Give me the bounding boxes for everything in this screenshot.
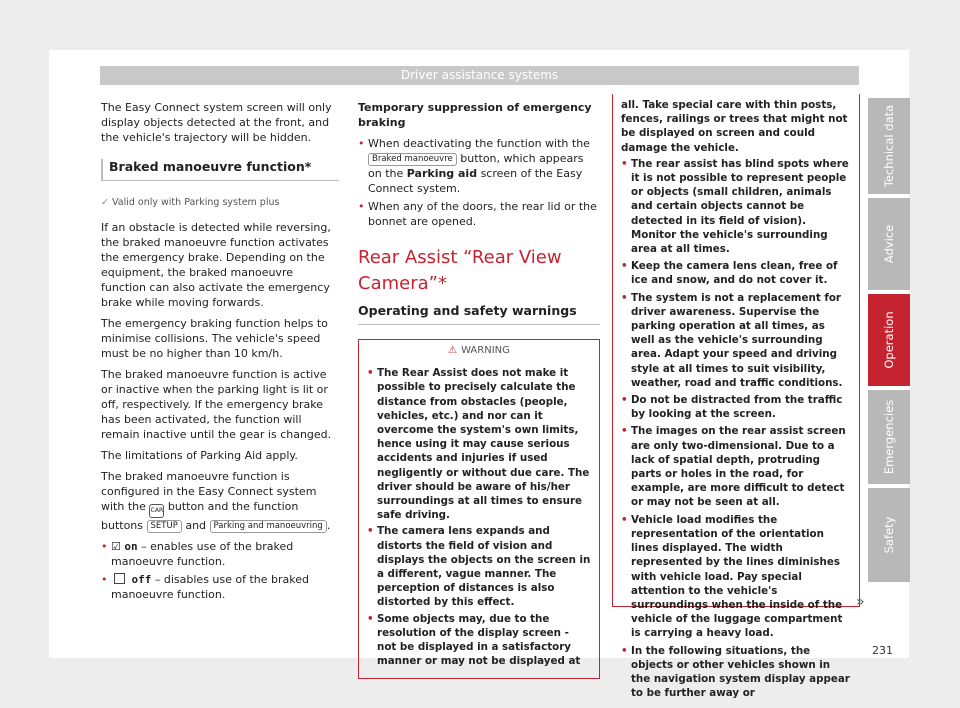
warning-item: • The camera lens expands and distorts the field of vision and displays the objects on the screen in a different, vague manner. The perception of distances is also distorted by this effect. (367, 524, 591, 609)
warning-item: • In the following situations, the objects or other vehicles shown in the navigation system display appear to be further away or (621, 644, 851, 701)
chapter-header: Driver assistance systems (100, 66, 859, 85)
tab-safety[interactable]: Safety (868, 488, 910, 582)
off-option: • off – disables use of the braked manoeuvre function. (101, 572, 339, 602)
column-3 (612, 94, 860, 700)
tab-operation[interactable]: Operation (868, 294, 910, 386)
chapter-title: Rear Assist “Rear View Camera”* (358, 247, 562, 294)
paragraph: The limitations of Parking Aid apply. (101, 449, 298, 462)
warning-item: • The images on the rear assist screen are only two-dimensional. Due to a lack of spatial depth, protruding parts or holes in the road, for example, are more difficult to detect or may not be seen at all. (621, 424, 851, 509)
column-1 (101, 100, 339, 605)
list-item: • When deactivating the function with the Braked manoeuvre button, which appears on the Parking aid screen of the Easy Connect system. (358, 136, 600, 196)
tab-emergencies[interactable]: Emergencies (868, 390, 910, 484)
checkbox-empty-icon (114, 573, 125, 584)
tab-advice[interactable]: Advice (868, 198, 910, 290)
paragraph: The braked manoeuvre function is active or inactive when the parking light is lit or off, respectively. If the emergency brake has been activated, the function will remain inactive until the gear is changed. (101, 368, 332, 441)
warning-box-continued (612, 94, 860, 700)
setup-button-label: SETUP (147, 520, 182, 533)
list-item: • When any of the doors, the rear lid or the bonnet are opened. (358, 199, 600, 229)
warning-item: • The system is not a replacement for driver awareness. Supervise the parking operation at all times, as well as the vehicle's surrounding area. Adapt your speed and driving style at all times to suit visibility, weather, road and traffic conditions. (621, 291, 851, 390)
warning-box (358, 339, 600, 679)
tab-technical-data[interactable]: Technical data (868, 98, 910, 194)
paragraph: The emergency braking function helps to minimise collisions. The vehicle's speed must be no higher than 10 km/h. (101, 317, 328, 360)
page-number: 231 (872, 644, 893, 657)
parking-button-label: Parking and manoeuvring (210, 520, 327, 533)
warning-item: • Vehicle load modifies the representation of the orientation lines displayed. The width represented by the lines diminishes with vehicle load. Pay special attention to the vehicle's surroundings when the inside of the vehicle of the luggage compartment is carrying a heavy load. (621, 513, 851, 641)
paragraph: The braked manoeuvre function is configured in the Easy Connect system with the CAR button and the function buttons SETUP and Parking and manoeuvring . (101, 470, 331, 532)
warning-continuation: all. Take special care with thin posts, fences, railings or trees that might not be displayed on screen and could damage the vehicle. (621, 99, 848, 154)
checkbox-checked-icon: ☑ (111, 540, 121, 553)
column-2 (358, 100, 600, 679)
warning-item: • Keep the camera lens clean, free of ice and snow, and do not cover it. (621, 259, 851, 287)
on-option: • ☑ on – enables use of the braked manoeuvre function. (101, 539, 339, 569)
warning-header: ⚠ WARNING (359, 339, 599, 362)
warning-item: • The rear assist has blind spots where it is not possible to represent people or objects (small children, animals and certain objects cannot be detected in its field of vision). Monitor the vehicle's surrounding area at all times. (621, 157, 851, 256)
warning-icon: ⚠ (448, 345, 458, 356)
car-icon: CAR (149, 504, 164, 518)
intro-text: The Easy Connect system screen will only display objects detected at the front, and the vehicle's trajectory will be hidden. (101, 101, 332, 144)
valid-note: ✓ Valid only with Parking system plus (101, 197, 280, 208)
continue-icon: » (856, 594, 865, 610)
sub-title: Operating and safety warnings (358, 303, 600, 325)
warning-item: • The Rear Assist does not make it possible to precisely calculate the distance from obstacles (people, vehicles, etc.) and nor can it overcome the system's own limits, hence using it may cause serious accidents and injuries if used negligently or without due care. The driver should be aware of his/her surroundings at all times to ensure safe driving. (367, 366, 591, 522)
warning-item: • Do not be distracted from the traffic by looking at the screen. (621, 393, 851, 421)
warning-item: • Some objects may, due to the resolution of the display screen - not be displayed in a satisfactory manner or may not be displayed at (367, 612, 591, 669)
check-icon: ✓ (101, 197, 109, 208)
braked-button-label: Braked manoeuvre (368, 153, 457, 166)
paragraph: If an obstacle is detected while reversing, the braked manoeuvre function activates the emergency brake. Depending on the equipment, the braked manoeuvre function can also activate the emergency brake while moving forwards. (101, 221, 331, 309)
temp-title: Temporary suppression of emergency braking (358, 101, 592, 129)
section-title: Braked manoeuvre function* (101, 159, 339, 181)
